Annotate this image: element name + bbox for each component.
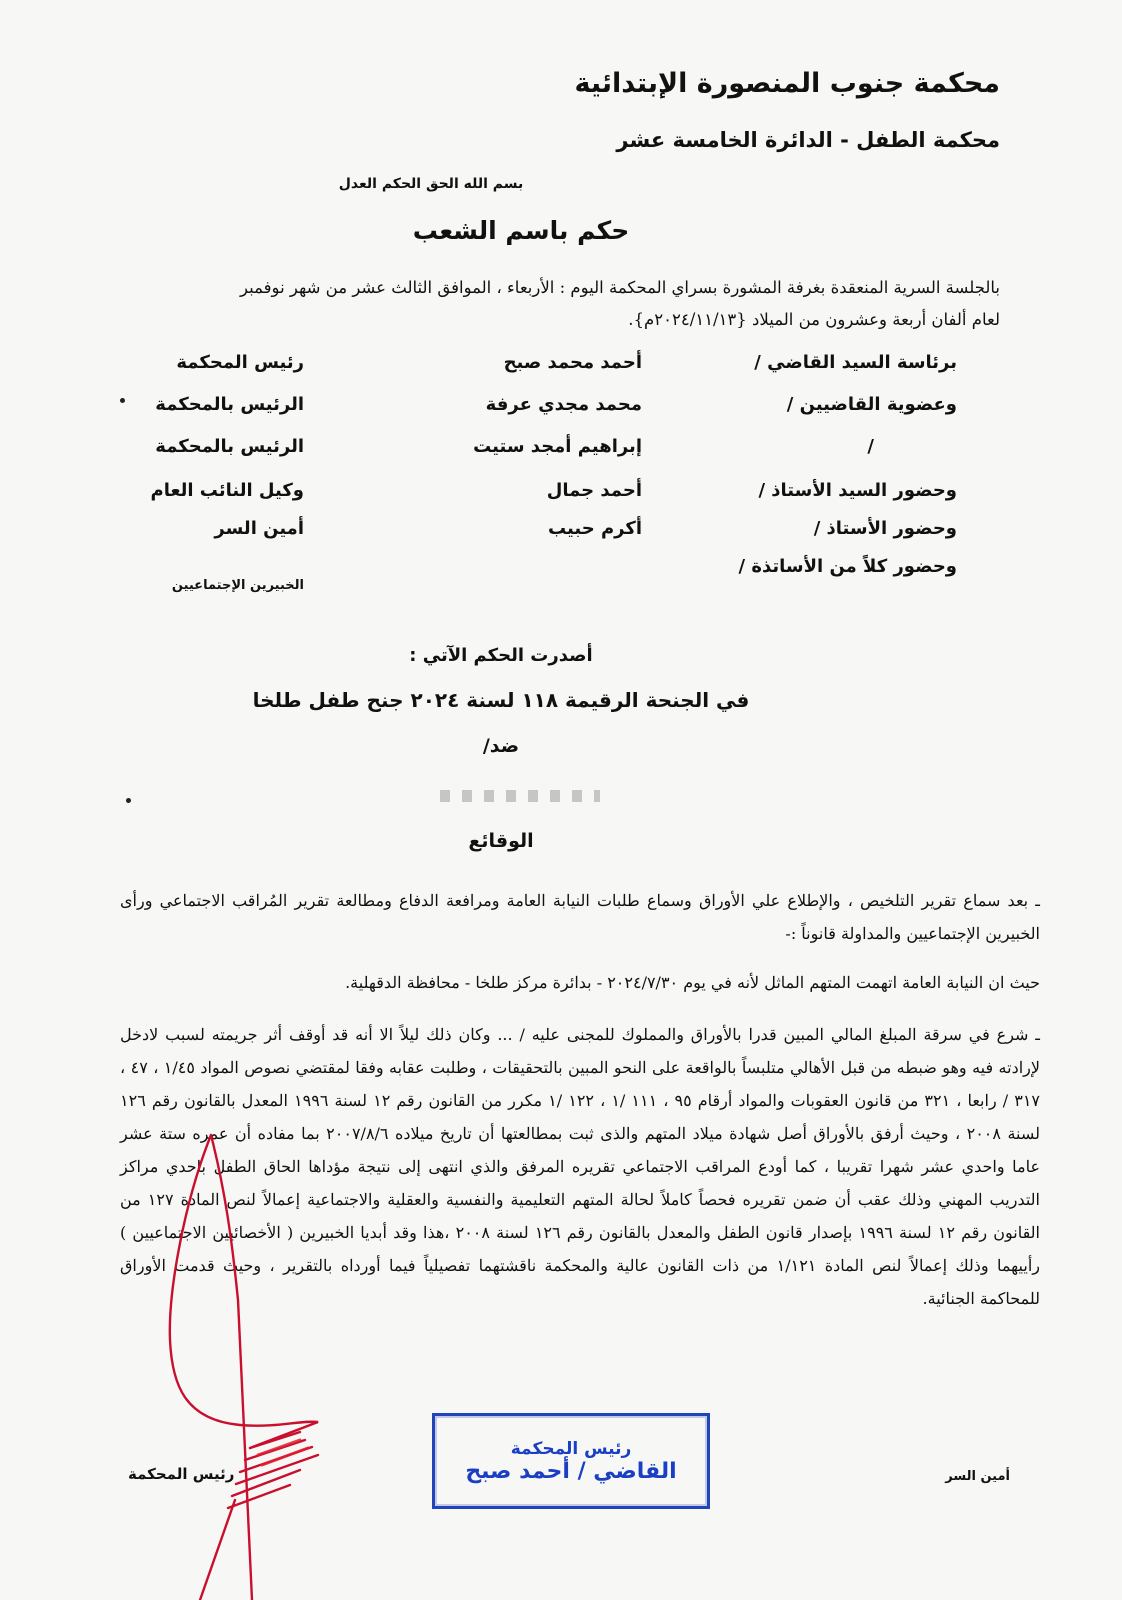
panel-title: رئيس المحكمة (176, 352, 304, 373)
panel-name: أكرم حبيب (547, 518, 642, 539)
panel-title: وكيل النائب العام (150, 480, 304, 501)
experts-label: الخبيرين الإجتماعيين (171, 578, 304, 593)
panel-role: وحضور السيد الأستاذ / (758, 480, 957, 501)
panel-role: وحضور الأستاذ / (813, 518, 957, 539)
scan-speck (126, 798, 131, 803)
panel-title: الرئيس بالمحكمة (155, 436, 304, 457)
panel-role: / (867, 436, 874, 457)
clerk-signature-label: أمين السر (945, 1469, 1010, 1484)
panel-name: أحمد محمد صبح (503, 352, 642, 373)
verdict-title: حكم باسم الشعب (412, 216, 630, 245)
panel-name: محمد مجدي عرفة (485, 394, 642, 415)
panel-row (0, 394, 1122, 428)
facts-paragraph: ـ شرع في سرقة المبلغ المالي المبين قدرا بالأوراق والمملوك للمجنى عليه / ... وكان ذلك ليلاً الا أنه قد أوقف أثر جريمته لسبب لادخل لإرادته فيه وهو ضبطه من قبل الأهالي متلبساً بالواقعة على النحو المبين بالتحقيقات ، وطلبت عقابه وفقا لمقتضي نصوص المواد ١/٤٥ ، ٤٧ ، ٣١٧ / رابعا ، ٣٢١ من قانون العقوبات والمواد أرقام ٩٥ ، ١١١ /١ ، ١٢٢ /١ مكرر من القانون رقم ١٢ لسنة ١٩٩٦ المعدل بالقانون رقم ١٢٦ لسنة ٢٠٠٨ ، وحيث أرفق بالأوراق أصل شهادة ميلاد المتهم والذى ثبت بمطالعتها أن تاريخ ميلاده ٢٠٠٧/٨/٦ بما مفاده أن عمره ستة عشر عاما واحدي عشر شهرا تقريبا ، كما أودع المراقب الاجتماعي تقريره المرفق والذي انتهى إلى نتيجة مؤداها الحاق الطفل باحدي مراكز التدريب المهني وذلك عقب أن ضمن تقريره فحصاً كاملاً لحالة المتهم التعليمية والنفسية والعقلية والاجتماعية إعمالاً لنص المادة ١٢٧ من القانون رقم ١٢ لسنة ١٩٩٦ بإصدار قانون الطفل والمعدل بالقانون رقم ١٢٦ لسنة ٢٠٠٨ ،هذا وقد أبديا الخبيرين ( الأخصائيين الاجتماعيين ) رأييهما وذلك إعمالاً لنص المادة ١/١٢١ من ذات القانون عالية والمحكمة ناقشتهما تفصيلياً فيما أورداه بالتقرير ، وحيث قدمت الأوراق للمحاكمة الجنائية. (120, 1025, 1041, 1308)
panel-role: برئاسة السيد القاضي / (754, 352, 957, 373)
stamp-line-judge: القاضي / أحمد صبح (465, 1458, 677, 1484)
panel-row (0, 352, 1122, 386)
session-statement: بالجلسة السرية المنعقدة بغرفة المشورة بسراي المحكمة اليوم : الأربعاء ، الموافق الثالث عشر من شهر نوفمبر لعام ألفان أربعة وعشرون من الميلاد {٢٠٢٤/١١/١٣م}. (240, 278, 1000, 329)
court-name: محكمة جنوب المنصورة الإبتدائية (574, 68, 1000, 99)
panel-name: إبراهيم أمجد ستيت (473, 436, 642, 457)
court-stamp (432, 1413, 710, 1509)
panel-row (0, 480, 1122, 514)
facts-heading: الوقائع (468, 830, 534, 852)
against-label: ضد/ (482, 735, 520, 757)
panel-title: الرئيس بالمحكمة (155, 394, 304, 415)
panel-role: وحضور كلاً من الأساتذة / (738, 556, 957, 577)
court-circuit: محكمة الطفل - الدائرة الخامسة عشر (616, 128, 1000, 152)
court-president-signature-label: رئيس المحكمة (128, 1465, 235, 1483)
basmala: بسم الله الحق الحكم العدل (338, 176, 524, 192)
panel-name: أحمد جمال (546, 480, 642, 501)
redacted-defendant-name (440, 790, 600, 802)
panel-row (0, 436, 1122, 470)
facts-paragraph: حيث ان النيابة العامة اتهمت المتهم الماثل لأنه في يوم ٢٠٢٤/٧/٣٠ - بدائرة مركز طلخا - محافظة الدقهلية. (345, 973, 1040, 992)
stamp-line-title: رئيس المحكمة (510, 1438, 632, 1459)
case-number: في الجنحة الرقيمة ١١٨ لسنة ٢٠٢٤ جنح طفل طلخا (252, 688, 750, 712)
panel-row (0, 518, 1122, 552)
panel-row (0, 556, 1122, 590)
verdict-issued-heading: أصدرت الحكم الآتي : (409, 645, 593, 666)
panel-role: وعضوية القاضيين / (786, 394, 957, 415)
panel-title: أمين السر (214, 518, 304, 539)
facts-paragraph: ـ بعد سماع تقرير التلخيص ، والإطلاع علي الأوراق وسماع طلبات النيابة العامة ومرافعة الدفاع ومطالعة تقرير المُراقب الاجتماعي ورأى الخبيرين الإجتماعيين والمداولة قانوناً :- (120, 891, 1040, 943)
